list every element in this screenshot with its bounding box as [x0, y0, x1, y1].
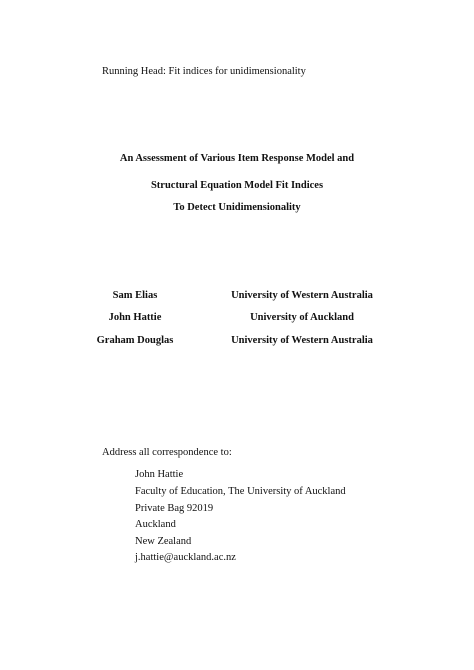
running-head: Running Head: Fit indices for unidimensionality	[102, 66, 306, 77]
title-line-1: An Assessment of Various Item Response Model and	[119, 153, 355, 164]
author-row	[0, 312, 474, 326]
author-affiliation: University of Western Australia	[231, 335, 373, 346]
address-line: Auckland	[135, 519, 176, 530]
author-affiliation: University of Western Australia	[231, 290, 373, 301]
email-address[interactable]: j.hattie@auckland.ac.nz	[135, 552, 236, 563]
address-line: Private Bag 92019	[135, 503, 214, 514]
author-name: John Hattie	[108, 312, 162, 323]
address-line: New Zealand	[135, 536, 192, 547]
address-line: John Hattie	[135, 469, 184, 480]
author-affiliation: University of Auckland	[250, 312, 354, 323]
address-line: Faculty of Education, The University of Auckland	[135, 486, 346, 497]
author-name: Graham Douglas	[96, 335, 174, 346]
author-name: Sam Elias	[112, 290, 158, 301]
author-row	[0, 290, 474, 304]
title-line-2: Structural Equation Model Fit Indices	[150, 180, 324, 191]
author-row	[0, 335, 474, 349]
title-line-3: To Detect Unidimensionality	[173, 202, 301, 213]
correspondence-label: Address all correspondence to:	[102, 447, 232, 458]
